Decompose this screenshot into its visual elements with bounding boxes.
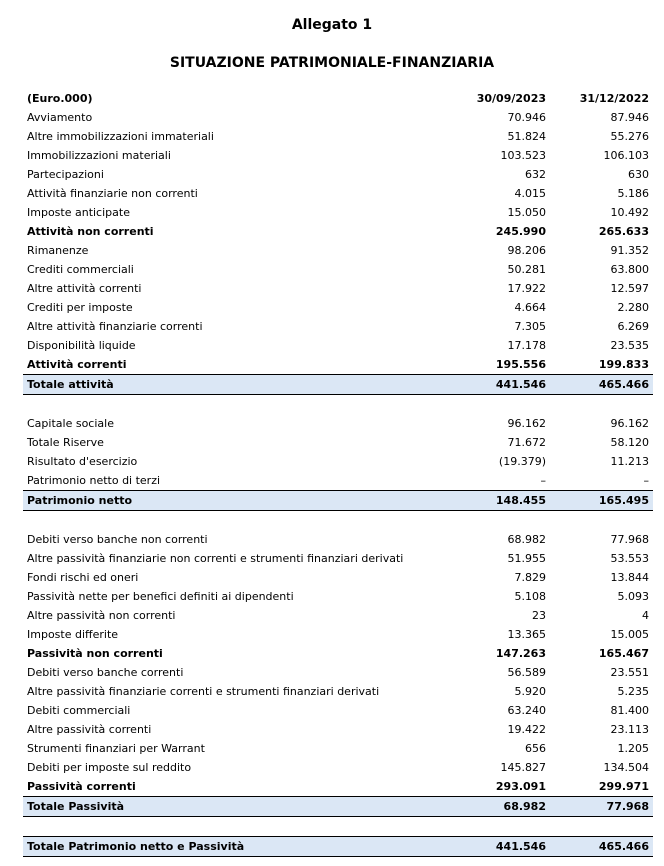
- row-label: Immobilizzazioni materiali: [27, 149, 171, 162]
- row-label: Disponibilità liquide: [27, 339, 136, 352]
- row-value-2022: 465.466: [598, 378, 649, 391]
- row-value-2023: 17.922: [507, 282, 546, 295]
- row-value-2022: 11.213: [610, 455, 649, 468]
- row-label: Altre passività finanziarie non correnti e strumenti finanziari derivati: [27, 552, 404, 565]
- row-value-2023: 13.365: [507, 628, 546, 641]
- row-label: Totale Riserve: [27, 436, 104, 449]
- row-label: Totale Passività: [27, 800, 125, 813]
- row-value-2023: 50.281: [507, 263, 546, 276]
- row-value-2023: 441.546: [495, 840, 546, 853]
- row-value-2023: 147.263: [495, 647, 546, 660]
- assets-section: [23, 108, 653, 374]
- row-value-2022: 4: [642, 609, 649, 622]
- table-row: [23, 682, 653, 701]
- table-row: [23, 625, 653, 644]
- row-value-2023: 56.589: [507, 666, 546, 679]
- row-value-2022: 5.186: [617, 187, 649, 200]
- row-value-2022: 1.205: [617, 742, 649, 755]
- row-label: Attività non correnti: [27, 225, 154, 238]
- grand-total-row: [23, 836, 653, 857]
- table-row: [23, 720, 653, 739]
- row-value-2023: 68.982: [507, 533, 546, 546]
- row-value-2022: 134.504: [603, 761, 649, 774]
- table-row: [23, 644, 653, 663]
- row-label: Capitale sociale: [27, 417, 114, 430]
- row-value-2023: 148.455: [495, 494, 546, 507]
- table-row: [23, 549, 653, 568]
- table-row: [23, 433, 653, 452]
- equity-section: [23, 414, 653, 490]
- row-label: Partecipazioni: [27, 168, 104, 181]
- table-row: [23, 568, 653, 587]
- row-value-2023: 96.162: [507, 417, 546, 430]
- liabilities-section: [23, 530, 653, 796]
- row-label: Patrimonio netto: [27, 494, 133, 507]
- row-label: Imposte anticipate: [27, 206, 130, 219]
- table-header-row: [23, 89, 653, 108]
- row-value-2022: 13.844: [610, 571, 649, 584]
- row-label: Totale attività: [27, 378, 114, 391]
- row-value-2023: 632: [525, 168, 546, 181]
- row-value-2023: 5.920: [514, 685, 546, 698]
- row-value-2023: (19.379): [498, 455, 546, 468]
- table-row: [23, 222, 653, 241]
- row-label: Passività non correnti: [27, 647, 163, 660]
- row-label: Debiti verso banche correnti: [27, 666, 184, 679]
- column-header-2023: 30/09/2023: [476, 92, 546, 105]
- total-assets-row: [23, 374, 653, 395]
- table-row: [23, 279, 653, 298]
- total-equity-row: [23, 490, 653, 511]
- row-value-2023: 103.523: [500, 149, 546, 162]
- row-label: Debiti verso banche non correnti: [27, 533, 208, 546]
- row-value-2023: 656: [525, 742, 546, 755]
- row-value-2023: 15.050: [507, 206, 546, 219]
- total-liabilities-row: [23, 796, 653, 817]
- unit-label: (Euro.000): [27, 92, 93, 105]
- table-row: [23, 587, 653, 606]
- row-value-2022: 53.553: [610, 552, 649, 565]
- table-row: [23, 701, 653, 720]
- row-label: Attività finanziarie non correnti: [27, 187, 198, 200]
- row-value-2022: 630: [628, 168, 649, 181]
- row-value-2022: 5.093: [617, 590, 649, 603]
- table-row: [23, 260, 653, 279]
- row-label: Patrimonio netto di terzi: [27, 474, 161, 487]
- row-label: Passività nette per benefici definiti ai dipendenti: [27, 590, 294, 603]
- row-value-2022: 87.946: [610, 111, 649, 124]
- balance-sheet-table: [23, 89, 653, 857]
- table-row: [23, 146, 653, 165]
- row-value-2022: 81.400: [610, 704, 649, 717]
- table-row: [23, 758, 653, 777]
- row-value-2022: 2.280: [617, 301, 649, 314]
- row-value-2022: 77.968: [606, 800, 649, 813]
- row-value-2022: 15.005: [610, 628, 649, 641]
- row-value-2023: 4.015: [514, 187, 546, 200]
- row-label: Rimanenze: [27, 244, 89, 257]
- row-value-2023: 68.982: [503, 800, 546, 813]
- row-value-2022: 58.120: [610, 436, 649, 449]
- table-row: [23, 108, 653, 127]
- column-header-2022: 31/12/2022: [579, 92, 649, 105]
- table-row: [23, 452, 653, 471]
- row-value-2022: 63.800: [610, 263, 649, 276]
- row-value-2022: 265.633: [598, 225, 649, 238]
- row-label: Debiti commerciali: [27, 704, 131, 717]
- row-value-2023: 441.546: [495, 378, 546, 391]
- row-value-2022: 91.352: [610, 244, 649, 257]
- table-row: [23, 471, 653, 490]
- row-label: Crediti per imposte: [27, 301, 133, 314]
- row-value-2023: 71.672: [507, 436, 546, 449]
- row-label: Altre attività finanziarie correnti: [27, 320, 203, 333]
- row-value-2022: –: [643, 474, 649, 487]
- row-value-2022: 55.276: [610, 130, 649, 143]
- row-value-2022: 299.971: [598, 780, 649, 793]
- table-row: [23, 663, 653, 682]
- row-label: Altre passività non correnti: [27, 609, 176, 622]
- row-value-2023: 4.664: [514, 301, 546, 314]
- table-row: [23, 739, 653, 758]
- table-row: [23, 777, 653, 796]
- row-label: Passività correnti: [27, 780, 136, 793]
- row-value-2023: 7.305: [514, 320, 546, 333]
- row-value-2023: 245.990: [495, 225, 546, 238]
- row-label: Strumenti finanziari per Warrant: [27, 742, 205, 755]
- row-value-2023: 293.091: [495, 780, 546, 793]
- row-value-2023: 51.824: [507, 130, 546, 143]
- row-value-2023: 98.206: [507, 244, 546, 257]
- row-value-2022: 10.492: [610, 206, 649, 219]
- row-value-2022: 5.235: [617, 685, 649, 698]
- row-value-2023: 63.240: [507, 704, 546, 717]
- row-label: Attività correnti: [27, 358, 127, 371]
- row-label: Altre immobilizzazioni immateriali: [27, 130, 214, 143]
- attachment-title: Allegato 1: [291, 17, 373, 33]
- row-value-2023: 7.829: [514, 571, 546, 584]
- row-value-2023: 19.422: [507, 723, 546, 736]
- row-label: Debiti per imposte sul reddito: [27, 761, 192, 774]
- table-row: [23, 414, 653, 433]
- table-row: [23, 203, 653, 222]
- row-value-2023: 195.556: [495, 358, 546, 371]
- row-value-2022: 165.495: [598, 494, 649, 507]
- row-value-2023: 23: [532, 609, 546, 622]
- row-value-2022: 199.833: [598, 358, 649, 371]
- row-label: Fondi rischi ed oneri: [27, 571, 139, 584]
- table-row: [23, 127, 653, 146]
- page-title: SITUAZIONE PATRIMONIALE-FINANZIARIA: [169, 55, 495, 71]
- table-row: [23, 184, 653, 203]
- table-row: [23, 298, 653, 317]
- row-value-2022: 77.968: [610, 533, 649, 546]
- row-label: Altre passività finanziarie correnti e strumenti finanziari derivati: [27, 685, 380, 698]
- row-value-2022: 23.551: [610, 666, 649, 679]
- row-label: Altre passività correnti: [27, 723, 152, 736]
- row-value-2022: 12.597: [610, 282, 649, 295]
- row-value-2022: 23.113: [610, 723, 649, 736]
- row-value-2022: 106.103: [603, 149, 649, 162]
- row-value-2023: 145.827: [500, 761, 546, 774]
- table-row: [23, 530, 653, 549]
- row-value-2023: 5.108: [514, 590, 546, 603]
- row-label: Altre attività correnti: [27, 282, 142, 295]
- table-row: [23, 606, 653, 625]
- table-row: [23, 336, 653, 355]
- row-label: Avviamento: [27, 111, 93, 124]
- row-value-2022: 165.467: [598, 647, 649, 660]
- row-value-2022: 96.162: [610, 417, 649, 430]
- row-label: Risultato d'esercizio: [27, 455, 138, 468]
- row-label: Imposte differite: [27, 628, 119, 641]
- row-value-2023: –: [540, 474, 546, 487]
- table-row: [23, 165, 653, 184]
- row-label: Crediti commerciali: [27, 263, 134, 276]
- row-value-2022: 23.535: [610, 339, 649, 352]
- row-value-2023: 51.955: [507, 552, 546, 565]
- row-value-2023: 17.178: [507, 339, 546, 352]
- row-label: Totale Patrimonio netto e Passività: [27, 840, 245, 853]
- table-row: [23, 355, 653, 374]
- row-value-2023: 70.946: [507, 111, 546, 124]
- row-value-2022: 465.466: [598, 840, 649, 853]
- row-value-2022: 6.269: [617, 320, 649, 333]
- table-row: [23, 241, 653, 260]
- table-row: [23, 317, 653, 336]
